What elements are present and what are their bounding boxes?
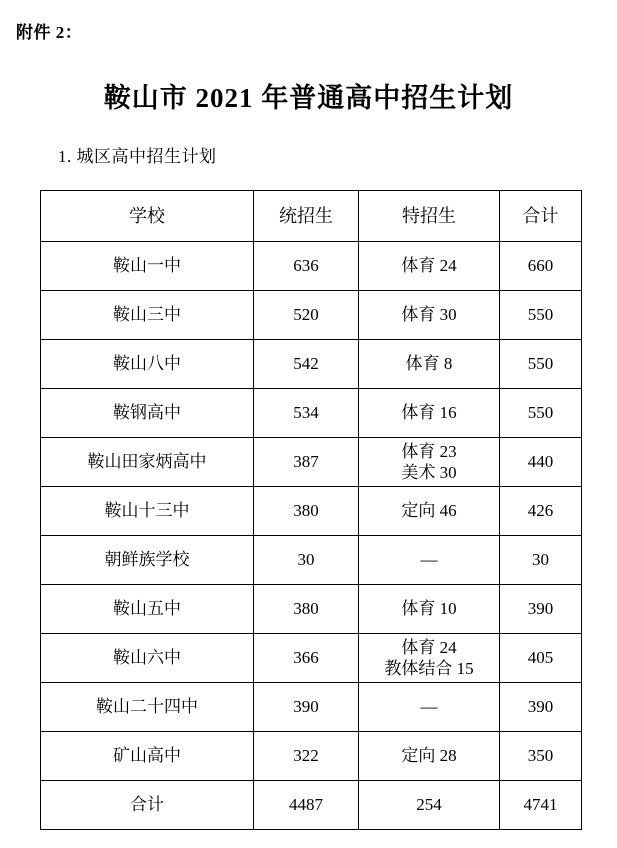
admission-plan-table <box>40 190 582 830</box>
cell-tezhao-line2: 美术 30 <box>401 463 457 482</box>
column-header-tezhao: 特招生 <box>359 191 500 242</box>
table-row <box>41 291 582 340</box>
cell-tezhao <box>359 536 500 585</box>
cell-tezhao <box>359 781 500 830</box>
cell-tezhao-line1: 定向 46 <box>401 501 457 521</box>
cell-tezhao <box>359 389 500 438</box>
cell-tezhao <box>359 291 500 340</box>
table-row <box>41 389 582 438</box>
cell-tongzhao: 380 <box>254 585 359 634</box>
attachment-label: 附件 2： <box>16 23 83 42</box>
cell-tezhao-line1: 体育 30 <box>401 305 457 325</box>
cell-tezhao-line1: 254 <box>416 795 442 815</box>
cell-tongzhao: 636 <box>254 242 359 291</box>
cell-tezhao-line1: 体育 8 <box>405 354 453 374</box>
table-row <box>41 340 582 389</box>
page-title: 鞍山市 2021 年普通高中招生计划 <box>103 83 514 113</box>
cell-tongzhao: 322 <box>254 732 359 781</box>
table-row-total <box>41 781 582 830</box>
table-row <box>41 438 582 487</box>
cell-school: 鞍山一中 <box>41 242 254 291</box>
cell-school: 鞍山田家炳高中 <box>41 438 254 487</box>
cell-tezhao <box>359 340 500 389</box>
table-row <box>41 683 582 732</box>
cell-school: 鞍山二十四中 <box>41 683 254 732</box>
cell-total: 426 <box>500 487 582 536</box>
section-heading: 1. 城区高中招生计划 <box>58 147 217 166</box>
cell-total: 405 <box>500 634 582 683</box>
table-row <box>41 585 582 634</box>
cell-tongzhao: 534 <box>254 389 359 438</box>
cell-tongzhao: 366 <box>254 634 359 683</box>
table-header-row <box>41 191 582 242</box>
cell-tezhao-line1: 体育 24 <box>401 256 457 276</box>
admission-plan-table-container <box>40 190 577 830</box>
cell-total: 550 <box>500 389 582 438</box>
table-row <box>41 242 582 291</box>
cell-tezhao-line2: 教体结合 15 <box>384 659 474 678</box>
cell-total: 390 <box>500 585 582 634</box>
cell-tongzhao: 387 <box>254 438 359 487</box>
cell-school: 鞍山五中 <box>41 585 254 634</box>
table-header <box>41 191 582 242</box>
table-body <box>41 242 582 830</box>
cell-tezhao <box>359 242 500 291</box>
cell-total: 660 <box>500 242 582 291</box>
cell-tongzhao: 390 <box>254 683 359 732</box>
cell-school: 朝鲜族学校 <box>41 536 254 585</box>
cell-school: 矿山高中 <box>41 732 254 781</box>
cell-total: 390 <box>500 683 582 732</box>
cell-tezhao <box>359 683 500 732</box>
cell-tezhao-line1: — <box>420 697 438 717</box>
cell-tezhao-line1: 体育 10 <box>401 599 457 619</box>
cell-tezhao <box>359 438 500 487</box>
cell-school: 鞍山六中 <box>41 634 254 683</box>
cell-tezhao-line1: 体育 23 <box>401 441 457 461</box>
cell-tongzhao: 4487 <box>254 781 359 830</box>
table-row <box>41 487 582 536</box>
cell-tezhao <box>359 585 500 634</box>
cell-total: 350 <box>500 732 582 781</box>
cell-school: 鞍钢高中 <box>41 389 254 438</box>
cell-tezhao-line1: 体育 24 <box>401 637 457 657</box>
table-row <box>41 536 582 585</box>
cell-school: 鞍山十三中 <box>41 487 254 536</box>
cell-tongzhao: 520 <box>254 291 359 340</box>
cell-tongzhao: 380 <box>254 487 359 536</box>
column-header-school: 学校 <box>41 191 254 242</box>
table-row <box>41 732 582 781</box>
cell-tezhao <box>359 732 500 781</box>
cell-tongzhao: 542 <box>254 340 359 389</box>
cell-total: 440 <box>500 438 582 487</box>
cell-tezhao-line1: — <box>420 550 438 570</box>
cell-tongzhao: 30 <box>254 536 359 585</box>
cell-school: 鞍山八中 <box>41 340 254 389</box>
column-header-total: 合计 <box>500 191 582 242</box>
column-header-tongzhao: 统招生 <box>254 191 359 242</box>
cell-total: 550 <box>500 291 582 340</box>
cell-total: 4741 <box>500 781 582 830</box>
table-row <box>41 634 582 683</box>
cell-total: 30 <box>500 536 582 585</box>
cell-tezhao <box>359 634 500 683</box>
cell-tezhao-line1: 体育 16 <box>401 403 457 423</box>
cell-school: 鞍山三中 <box>41 291 254 340</box>
cell-tezhao <box>359 487 500 536</box>
cell-tezhao-line1: 定向 28 <box>401 746 457 766</box>
cell-total: 550 <box>500 340 582 389</box>
cell-school: 合计 <box>41 781 254 830</box>
